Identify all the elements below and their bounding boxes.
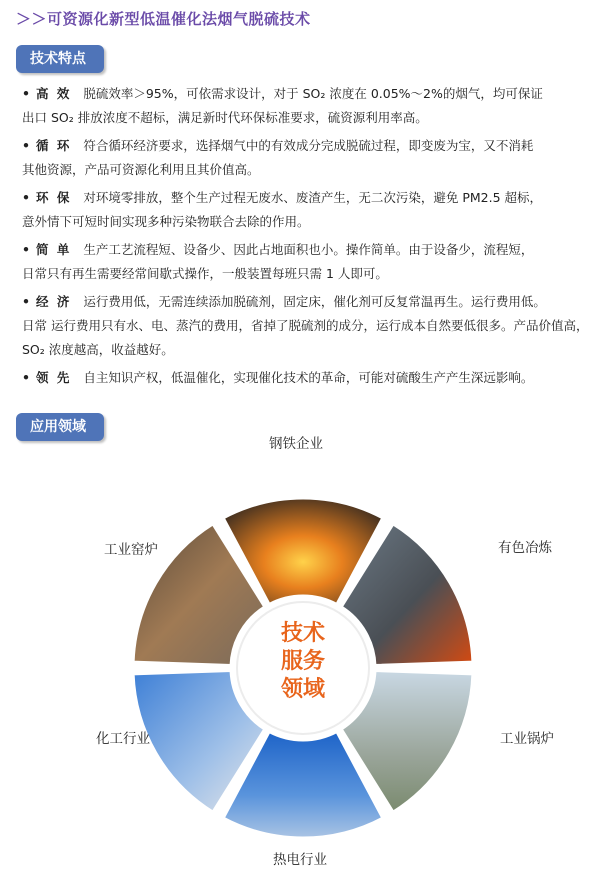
- section-badge-applications: 应用领域: [16, 413, 104, 441]
- feature-list: [22, 82, 592, 394]
- feature-item: [22, 186, 592, 234]
- application-wheel: [0, 430, 608, 885]
- feature-text-continued: 意外情下可短时间实现多种污染物联合去除的作用。: [22, 214, 310, 229]
- bullet-icon: •: [22, 242, 30, 257]
- feature-text-continued: 其他资源，产品可资源化利用且其价值高。: [22, 162, 260, 177]
- feature-item: [22, 82, 592, 130]
- feature-item: [22, 366, 592, 390]
- label-power: 热电行业: [273, 852, 327, 868]
- feature-item: [22, 238, 592, 286]
- label-steel: 钢铁企业: [269, 436, 323, 452]
- feature-text: 符合循环经济要求，选择烟气中的有效成分完成脱硫过程，即变废为宝，又不消耗: [83, 138, 534, 153]
- label-nonferrous: 有色冶炼: [498, 540, 552, 556]
- feature-text: 自主知识产权，低温催化，实现催化技术的革命，可能对硫酸生产产生深远影响。: [83, 370, 534, 385]
- label-boiler: 工业锅炉: [500, 731, 554, 747]
- section-badge-features: 技术特点: [16, 45, 104, 73]
- feature-text-continued: 日常 运行费用只有水、电、蒸汽的费用，省掉了脱硫剂的成分，运行成本自然要低很多。产品价值高， SO₂ 浓度越高，收益越好。: [22, 318, 589, 357]
- feature-text: 运行费用低，无需连续添加脱硫剂，固定床，催化剂可反复常温再生。运行费用低。: [83, 294, 546, 309]
- label-kiln: 工业窑炉: [104, 542, 158, 558]
- bullet-icon: •: [22, 138, 30, 153]
- center-circle: [237, 602, 369, 734]
- feature-name: 简 单: [36, 242, 72, 257]
- feature-item: [22, 134, 592, 182]
- application-diagram: [0, 430, 608, 885]
- bullet-icon: •: [22, 86, 30, 101]
- feature-text-continued: 出口 SO₂ 排放浓度不超标，满足新时代环保标准要求，硫资源利用率高。: [22, 110, 428, 125]
- feature-name: 领 先: [36, 370, 72, 385]
- feature-text: 脱硫效率＞95%，可依需求设计，对于 SO₂ 浓度在 0.05%～2%的烟气，均可保证: [83, 86, 543, 101]
- feature-item: [22, 290, 592, 362]
- feature-text: 生产工艺流程短、设备少、因此占地面积也小。操作简单。由于设备少，流程短，: [83, 242, 534, 257]
- feature-text: 对环境零排放，整个生产过程无废水、废渣产生，无二次污染，避免 PM2.5 超标，: [83, 190, 543, 205]
- feature-name: 循 环: [36, 138, 72, 153]
- bullet-icon: •: [22, 370, 30, 385]
- feature-text-continued: 日常只有再生需要经常间歇式操作，一般装置每班只需 1 人即可。: [22, 266, 388, 281]
- feature-name: 环 保: [36, 190, 72, 205]
- center-line-1: 技术: [280, 621, 326, 646]
- page-title: ＞＞可资源化新型低温催化法烟气脱硫技术: [16, 10, 311, 28]
- bullet-icon: •: [22, 190, 30, 205]
- bullet-icon: •: [22, 294, 30, 309]
- center-line-2: 服务: [280, 649, 326, 674]
- center-line-3: 领域: [280, 677, 326, 702]
- label-chemical: 化工行业: [96, 731, 150, 747]
- feature-name: 高 效: [36, 86, 72, 101]
- feature-name: 经 济: [36, 294, 72, 309]
